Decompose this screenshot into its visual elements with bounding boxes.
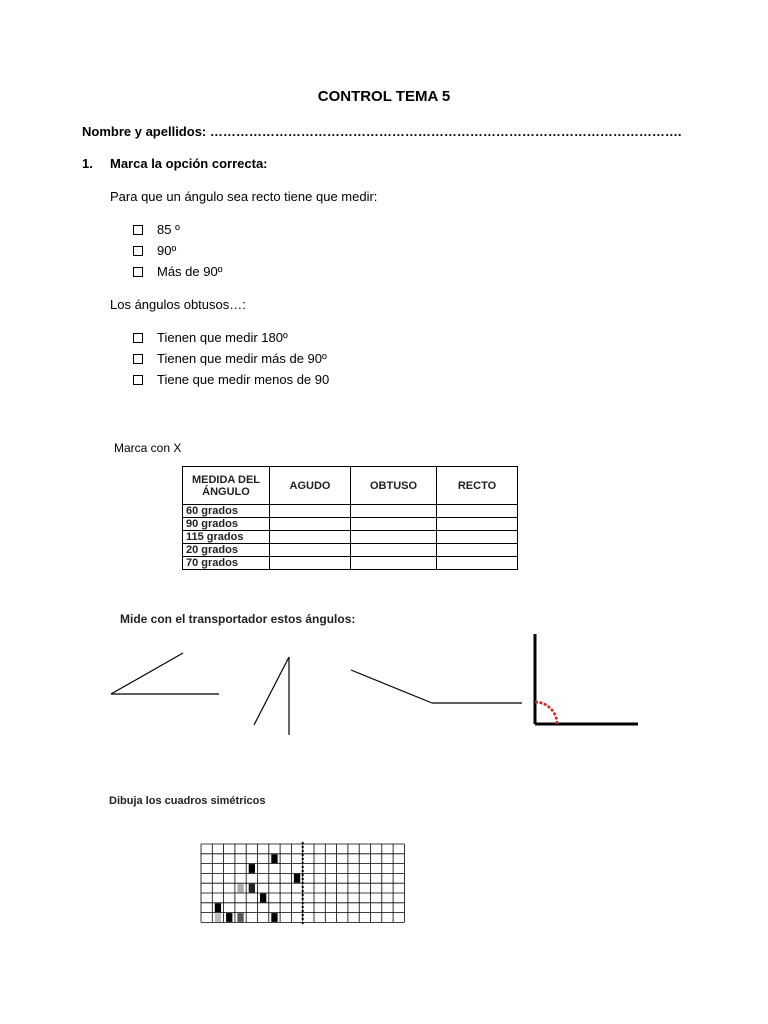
question-prompt-2: Los ángulos obtusos…: [110,297,246,312]
row-label: 115 grados [183,531,270,544]
question-number: 1. [82,156,93,171]
filled-cell [226,913,232,922]
filled-cell [271,854,277,863]
table-header: OBTUSO [351,467,437,505]
filled-cell [249,864,255,873]
option-label: Más de 90º [157,264,223,279]
filled-cell [237,913,243,922]
filled-cell [271,913,277,922]
page-title: CONTROL TEMA 5 [317,88,451,105]
name-field-line[interactable]: Nombre y apellidos: ………………………………………………………………………………………………. [82,124,682,139]
table-header: MEDIDA DEL ÁNGULO [183,467,270,505]
option-label: 90º [157,243,177,258]
table-header: AGUDO [270,467,351,505]
table-header: RECTO [437,467,518,505]
question-heading: Marca la opción correcta: [110,156,268,171]
row-label: 70 grados [183,557,270,570]
table-section-label: Marca con X [114,441,182,455]
filled-cell [237,884,243,893]
filled-cell [215,913,221,922]
symmetry-section-label: Dibuja los cuadros simétricos [109,795,266,807]
row-label: 90 grados [183,518,270,531]
option-label: Tiene que medir menos de 90 [157,372,330,387]
question-prompt-1: Para que un ángulo sea recto tiene que medir: [110,189,378,204]
protractor-section-label: Mide con el transportador estos ángulos: [120,612,356,626]
option-label: Tienen que medir más de 90º [157,351,327,366]
filled-cell [249,884,255,893]
filled-cell [260,894,266,903]
option-label: 85 º [157,222,180,237]
row-label: 20 grados [183,544,270,557]
option-label: Tienen que medir 180º [157,330,288,345]
row-label: 60 grados [183,505,270,518]
filled-cell [294,874,300,883]
filled-cell [215,903,221,912]
